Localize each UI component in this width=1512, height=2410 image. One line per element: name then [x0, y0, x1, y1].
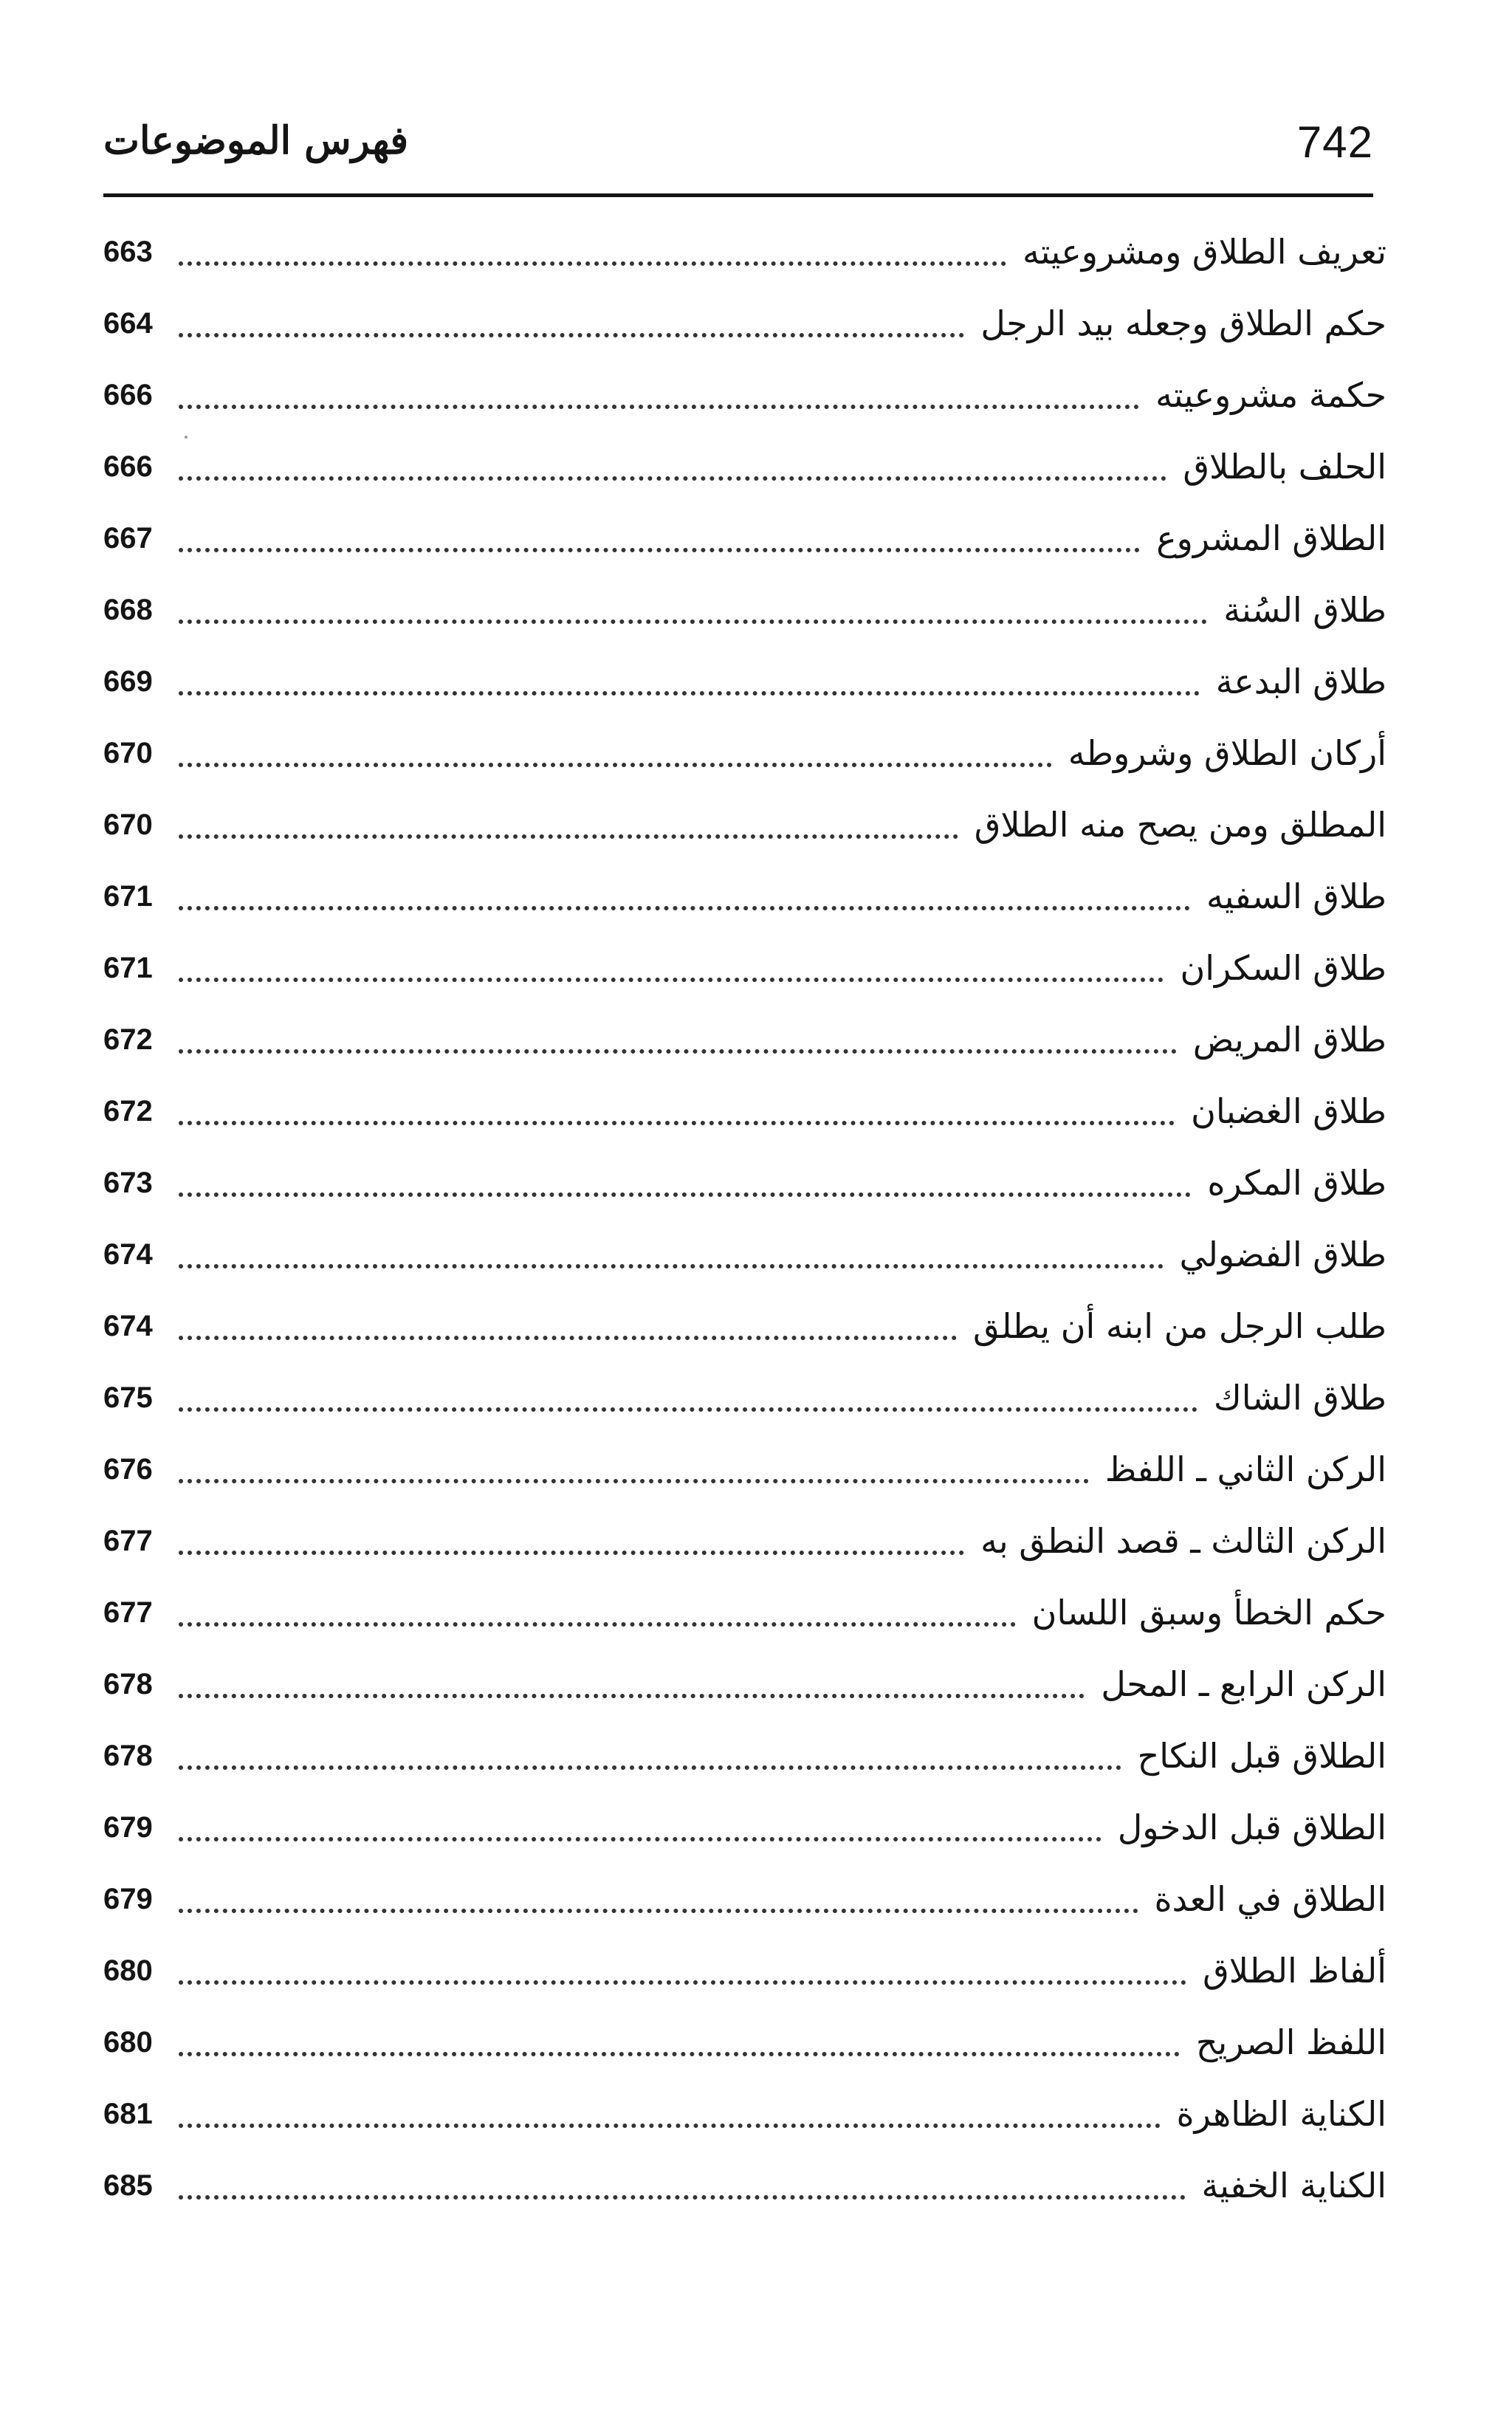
toc-entry-page-number: 679 — [103, 1810, 153, 1844]
toc-entry — [103, 789, 1386, 860]
page-header — [103, 111, 1373, 192]
toc-entry — [103, 1576, 1386, 1648]
toc-entry-title: الكناية الظاهرة — [1176, 2093, 1386, 2134]
toc-entry-title: طلاق السكران — [1180, 947, 1386, 988]
toc-entry-title: الطلاق المشروع — [1156, 518, 1386, 558]
dot-leader — [179, 1479, 1089, 1483]
dot-leader — [179, 548, 1140, 552]
toc-entry-page-number: 676 — [103, 1452, 153, 1486]
toc-entry — [103, 1934, 1386, 2006]
toc-entry — [103, 860, 1386, 932]
toc-entry — [103, 1863, 1386, 1934]
dot-leader — [179, 1336, 957, 1340]
toc-entry-page-number: 680 — [103, 2025, 153, 2059]
dot-leader — [179, 2195, 1186, 2200]
toc-entry — [103, 645, 1386, 717]
toc-entry-title: طلاق المريض — [1192, 1019, 1386, 1060]
dot-leader — [179, 978, 1164, 982]
dot-leader — [179, 2052, 1180, 2056]
toc-entry — [103, 1147, 1386, 1218]
table-of-contents — [103, 216, 1386, 2221]
header-rule — [103, 193, 1373, 197]
dot-leader — [179, 1837, 1102, 1841]
toc-entry — [103, 1648, 1386, 1720]
toc-entry-page-number: 671 — [103, 879, 153, 913]
toc-entry-page-number: 677 — [103, 1524, 153, 1557]
dot-leader — [179, 834, 958, 839]
toc-entry — [103, 932, 1386, 1003]
dot-leader — [179, 1622, 1016, 1627]
toc-entry-title: حكم الخطأ وسبق اللسان — [1031, 1592, 1386, 1633]
toc-entry-page-number: 674 — [103, 1237, 153, 1271]
toc-entry-page-number: 664 — [103, 306, 153, 340]
toc-entry-title: تعريف الطلاق ومشروعيته — [1022, 231, 1386, 272]
toc-entry-title: الطلاق قبل النكاح — [1137, 1735, 1386, 1776]
page-number: 742 — [1296, 117, 1373, 167]
dot-leader — [179, 476, 1166, 481]
toc-entry-title: أركان الطلاق وشروطه — [1068, 732, 1386, 773]
dot-leader — [179, 1264, 1164, 1268]
toc-entry-page-number: 663 — [103, 235, 153, 268]
dot-leader — [179, 1765, 1121, 1770]
toc-entry-title: الركن الرابع ـ المحل — [1101, 1664, 1386, 1704]
dot-leader — [179, 1192, 1191, 1197]
toc-entry-title: الحلف بالطلاق — [1183, 446, 1386, 487]
toc-entry-page-number: 678 — [103, 1667, 153, 1700]
toc-entry-title: طلاق الفضولي — [1179, 1234, 1386, 1274]
toc-entry — [103, 359, 1386, 430]
toc-entry — [103, 1791, 1386, 1863]
toc-entry-title: حكمة مشروعيته — [1155, 374, 1386, 415]
dot-leader — [179, 763, 1052, 767]
toc-entry-page-number: 675 — [103, 1381, 153, 1414]
toc-entry-page-number: 679 — [103, 1882, 153, 1915]
toc-entry-title: ألفاظ الطلاق — [1203, 1950, 1386, 1991]
toc-entry-title: اللفظ الصريح — [1195, 2022, 1386, 2062]
dot-leader — [179, 1980, 1186, 1985]
toc-entry-title: طلاق الغضبان — [1191, 1091, 1386, 1131]
toc-entry-page-number: 677 — [103, 1596, 153, 1629]
toc-entry — [103, 287, 1386, 359]
toc-entry-title: الطلاق قبل الدخول — [1117, 1807, 1386, 1847]
dot-leader — [179, 1551, 964, 1555]
toc-entry — [103, 1003, 1386, 1075]
toc-entry — [103, 2006, 1386, 2078]
toc-entry-page-number: 671 — [103, 951, 153, 984]
toc-entry-page-number: 666 — [103, 378, 153, 411]
toc-entry — [103, 717, 1386, 789]
toc-entry-page-number: 668 — [103, 593, 153, 626]
toc-entry-title: طلاق السُنة — [1223, 589, 1386, 630]
dot-leader — [179, 1121, 1175, 1125]
dot-leader — [179, 1049, 1177, 1054]
toc-entry-page-number: 670 — [103, 736, 153, 769]
toc-entry-page-number: 672 — [103, 1023, 153, 1056]
toc-entry-page-number: 667 — [103, 521, 153, 555]
toc-entry-page-number: 669 — [103, 665, 153, 698]
toc-entry-page-number: 672 — [103, 1094, 153, 1127]
toc-entry — [103, 430, 1386, 502]
toc-entry-title: حكم الطلاق وجعله بيد الرجل — [980, 303, 1386, 343]
toc-entry — [103, 1290, 1386, 1362]
toc-entry-page-number: 678 — [103, 1739, 153, 1772]
toc-entry — [103, 1362, 1386, 1433]
toc-entry — [103, 1218, 1386, 1290]
toc-entry — [103, 1433, 1386, 1505]
toc-entry — [103, 502, 1386, 574]
toc-entry-title: الكناية الخفية — [1201, 2165, 1386, 2205]
dot-leader — [179, 691, 1200, 696]
toc-entry — [103, 1720, 1386, 1791]
toc-entry — [103, 574, 1386, 645]
toc-entry-title: طلاق البدعة — [1215, 661, 1386, 701]
toc-entry-title: المطلق ومن يصح منه الطلاق — [974, 804, 1386, 845]
toc-entry-title: طلب الرجل من ابنه أن يطلق — [972, 1305, 1386, 1346]
toc-entry — [103, 1505, 1386, 1576]
toc-entry-page-number: 673 — [103, 1166, 153, 1199]
running-title: فهرس الموضوعات — [103, 118, 409, 163]
toc-entry-title: الطلاق في العدة — [1154, 1878, 1386, 1919]
toc-entry — [103, 216, 1386, 287]
toc-entry — [103, 1075, 1386, 1147]
toc-entry-page-number: 680 — [103, 1954, 153, 1987]
dot-leader — [179, 2124, 1161, 2128]
toc-entry-title: طلاق المكره — [1207, 1162, 1386, 1203]
toc-entry-page-number: 685 — [103, 2169, 153, 2202]
toc-entry-title: الركن الثاني ـ اللفظ — [1104, 1449, 1386, 1489]
toc-entry-page-number: 666 — [103, 450, 153, 483]
dot-leader — [179, 619, 1207, 624]
toc-entry-page-number: 670 — [103, 808, 153, 841]
dot-leader — [179, 1407, 1197, 1412]
toc-entry-title: طلاق الشاك — [1213, 1377, 1386, 1418]
dot-leader — [179, 405, 1139, 409]
toc-entry-page-number: 681 — [103, 2097, 153, 2130]
dot-leader — [179, 1909, 1138, 1913]
toc-entry — [103, 2078, 1386, 2149]
toc-entry-title: طلاق السفيه — [1206, 876, 1386, 916]
toc-entry — [103, 2149, 1386, 2221]
toc-entry-page-number: 674 — [103, 1309, 153, 1342]
dot-leader — [179, 1694, 1085, 1698]
dot-leader — [179, 906, 1190, 910]
dot-leader — [179, 261, 1006, 266]
toc-entry-title: الركن الثالث ـ قصد النطق به — [980, 1520, 1386, 1561]
dot-leader — [179, 333, 964, 337]
